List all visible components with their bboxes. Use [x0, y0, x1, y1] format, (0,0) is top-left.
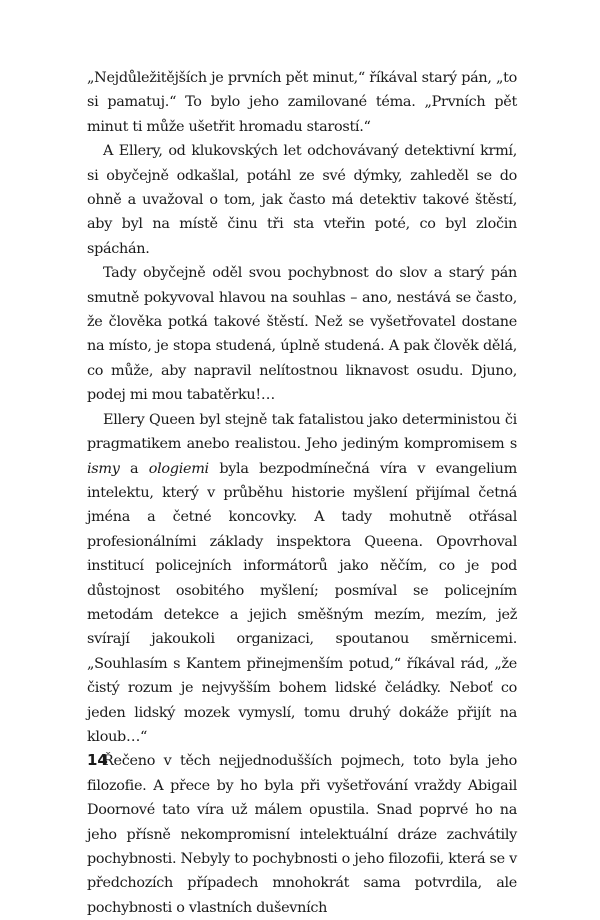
text-run: A Ellery, od klukovských let odchovávaný detektivní krmí, si obyčejně odkašlal, potáhl ze své dýmky, zahleděl se do ohně a uvažoval o tom, jak často má detektiv takové štěstí, aby byl na místě činu tři sta vteřin poté, co byl zločin spáchán. — [87, 143, 517, 257]
italic-term: ismy — [87, 460, 120, 477]
paragraph — [87, 749, 517, 920]
paragraph — [87, 139, 517, 261]
text-run: byla bezpodmínečná víra v evangelium intelektu, který v průběhu historie myšlení přijímal četná jména a četné koncovky. A tady mohutně otřásal profesionálními základy inspektora Queena. Opovrhoval institucí policejních informátorů jako něčím, co je pod důstojnost osobitého myšlení; posmíval se policejním metodám detekce a jejich směšným mezím, mezím, jež svírají jakoukoli organizaci, spoutanou směrnicemi. „Souhlasím s Kantem přinejmenším potud,“ říkával rád, „že čistý rozum je nejvyšším bohem lidské čeládky. Neboť co jeden lidský mozek vymyslí, tomu druhý dokáže přijít na kloub…“ — [87, 460, 517, 745]
paragraph — [87, 408, 517, 750]
italic-term: ologiemi — [148, 460, 209, 477]
text-run: Ellery Queen byl stejně tak fatalistou jako deterministou či pragmatikem anebo realistou. Jeho jediným kompromisem s — [87, 411, 517, 453]
text-run: a — [119, 460, 149, 477]
paragraph — [87, 261, 517, 407]
text-run: Tady obyčejně oděl svou pochybnost do slov a starý pán smutně pokyvoval hlavou na souhlas – ano, nestává se často, že člověka potká takové štěstí. Než se vyšetřovatel dostane na místo, je stopa studená, úplně studená. A pak člověk dělá, co může, aby napravil nelítostnou liknavost osudu. Djuno, podej mi mou tabatěrku!… — [87, 265, 517, 404]
page-number: 14 — [87, 751, 108, 769]
paragraph — [87, 66, 517, 139]
text-run: Řečeno v těch nejjednodušších pojmech, toto byla jeho filozofie. A přece by ho byla při vyšetřování vraždy Abigail Doornové tato víra už málem opustila. Snad poprvé ho na jeho přísně nekompromisní intelektuální dráze zachvátily pochybnosti. Nebyly to pochybnosti o jeho filozofii, která se v předchozích případech mnohokrát sama potvrdila, ale pochybnosti o vlastních duševních — [87, 753, 517, 916]
body-text — [87, 66, 517, 920]
text-run: „Nejdůležitějších je prvních pět minut,“ říkával starý pán, „to si pamatuj.“ To bylo jeho zamilované téma. „Prvních pět minut ti může ušetřit hromadu starostí.“ — [87, 70, 517, 135]
